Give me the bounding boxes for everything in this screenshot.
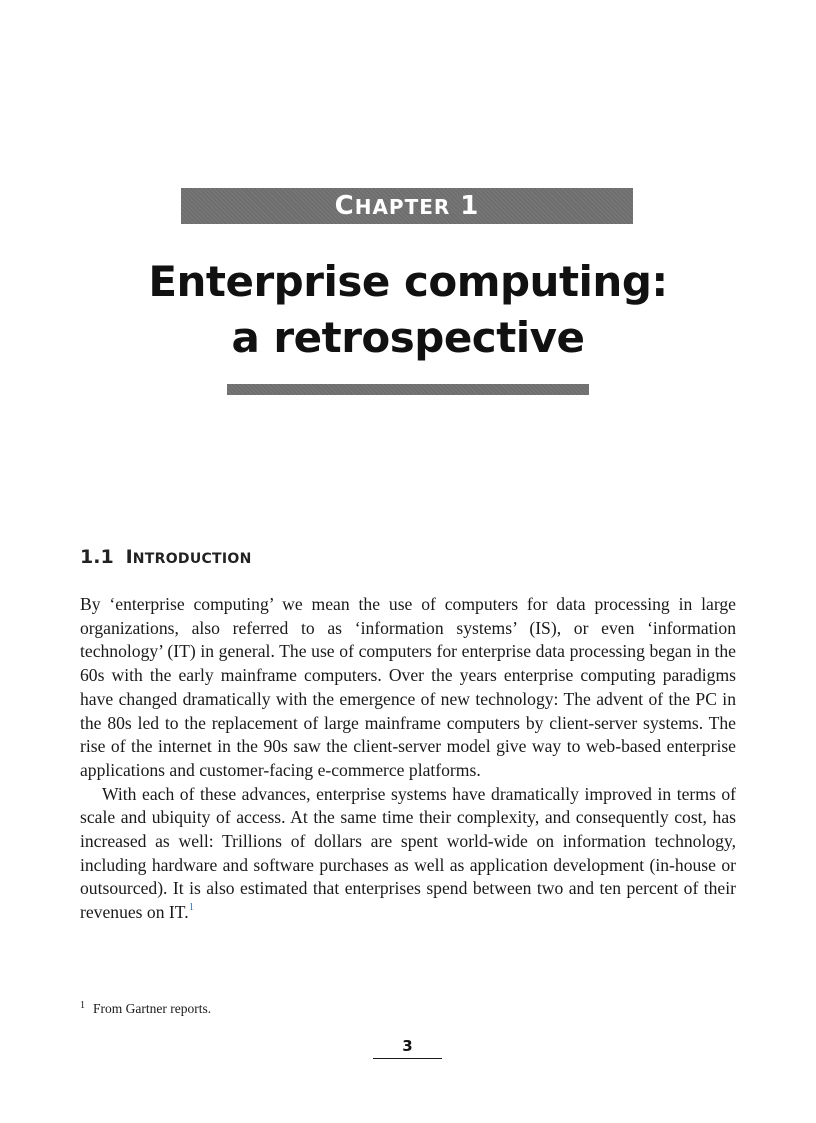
section-title-rest: NTRODUCTION — [132, 551, 252, 567]
body-text — [80, 593, 736, 925]
section-number: 1.1 — [80, 546, 114, 568]
title-rule — [227, 384, 589, 395]
page-number: 3 — [373, 1037, 442, 1059]
chapter-number: 1 — [460, 191, 480, 221]
paragraph: By ‘enterprise computing’ we mean the use of computers for data processing in large organizations, also referred to as ‘information systems’ (IS), or even ‘information technology’ (IT) in general. The use of computers for enterprise data processing began in the 60s with the early mainframe computers. Over the years enterprise computing paradigms have changed dramatically with the emergence of new technology: The advent of the PC in the 80s led to the replacement of large mainframe computers by client-server systems. The rise of the internet in the 90s saw the client-server model give way to web-based enterprise applications and customer-facing e-commerce platforms. — [80, 594, 736, 780]
footnote-number: 1 — [80, 1000, 85, 1011]
paragraph — [80, 783, 736, 925]
chapter-title-line-2: a retrospective — [231, 313, 585, 362]
footnote-text: From Gartner reports. — [93, 1001, 212, 1016]
chapter-label-initial: C — [334, 191, 355, 221]
chapter-banner — [181, 188, 633, 224]
chapter-title-line-1: Enterprise computing: — [148, 257, 668, 306]
chapter-label-rest: HAPTER — [354, 195, 451, 219]
footnote — [80, 1000, 211, 1017]
chapter-label — [335, 191, 480, 221]
chapter-title — [100, 254, 716, 366]
section-heading — [80, 546, 252, 568]
footnote-reference[interactable]: 1 — [188, 901, 195, 914]
paragraph-text: With each of these advances, enterprise systems have dramatically improved in terms of scale and ubiquity of access. At the same time their complexity, and consequently cost, has increased as well: Trillions of dollars are spent world-wide on information technology, including hardware and software purchases as well as application development (in-house or outsourced). It is also estimated that enterprises spend between two and ten percent of their revenues on IT. — [80, 783, 736, 923]
section-title-initial: I — [125, 546, 133, 568]
